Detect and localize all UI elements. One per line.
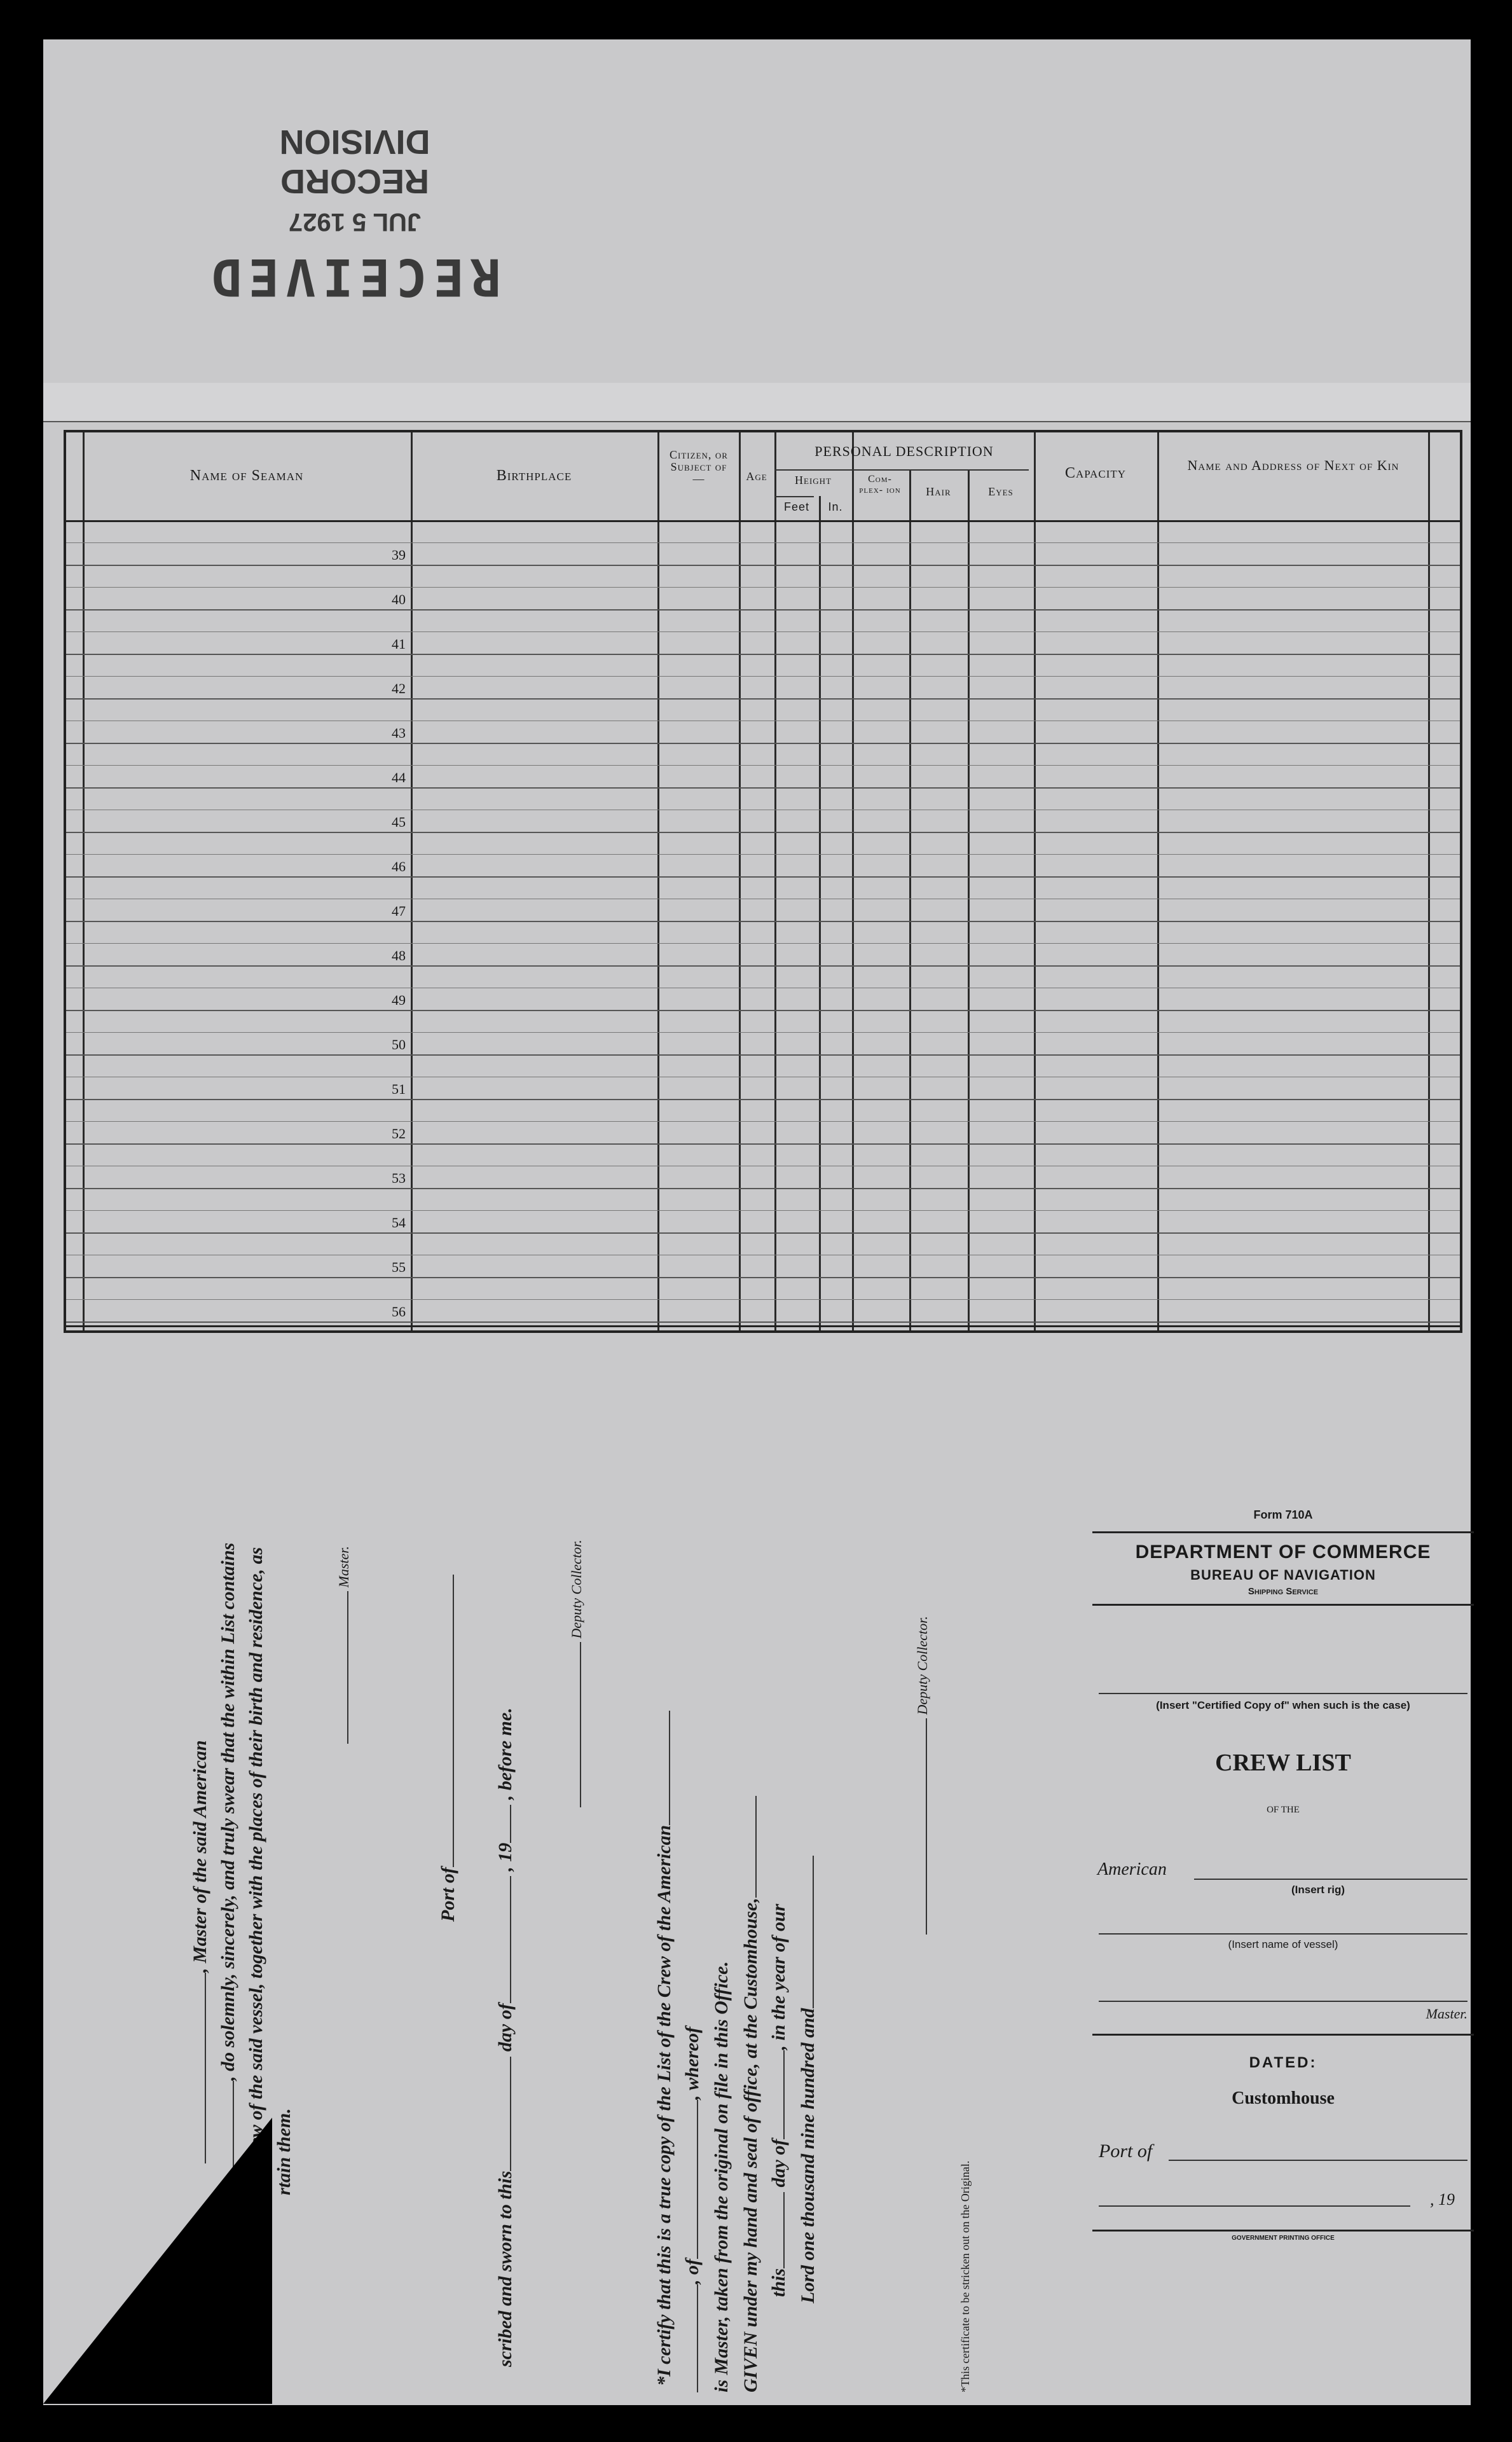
row-number: 46 — [392, 859, 406, 874]
certificate-footnote: *This certificate to be stricken out on the Original. — [959, 2160, 972, 2392]
table-row — [66, 1232, 1460, 1234]
row-number: 43 — [392, 725, 406, 741]
oath-section — [189, 1464, 1016, 2418]
department-title: DEPARTMENT OF COMMERCE — [1135, 1542, 1431, 1562]
master-caption: Master. — [1426, 2006, 1467, 2022]
table-row — [66, 921, 1460, 922]
american-label: American — [1097, 1859, 1167, 1879]
port-of-label: Port of — [1099, 2141, 1153, 2162]
row-number: 42 — [392, 680, 406, 696]
form-number: Form 710A — [1253, 1508, 1313, 1521]
oath-line-3: the Crew of the said vessel, together with the places of their birth and residence, as — [245, 1547, 266, 2195]
table-row — [66, 654, 1460, 655]
table-row — [66, 698, 1460, 700]
row-number: 56 — [392, 1304, 406, 1320]
customhouse-label: Customhouse — [1232, 2088, 1335, 2108]
header-feet: Feet — [783, 500, 810, 513]
header-personal-description: PERSONAL DESCRIPTION — [814, 443, 994, 459]
header-hair: Hair — [926, 485, 951, 498]
row-number: 44 — [392, 769, 406, 785]
header-age: Age — [746, 470, 767, 483]
dated-label: DATED: — [1249, 2054, 1317, 2071]
oath-line-2: , do solemnly, sincerely, and truly swear that the within List contains — [217, 1543, 239, 2195]
header-complexion: Com- plex- ion — [859, 474, 901, 495]
certificate-line-4: GIVEN under my hand and seal of office, at the Customhouse, — [740, 1796, 762, 2392]
row-number: 39 — [392, 547, 406, 563]
row-number: 47 — [392, 903, 406, 919]
row-number: 40 — [392, 591, 406, 607]
table-row — [66, 1143, 1460, 1145]
table-row — [66, 1099, 1460, 1100]
table-row — [66, 1054, 1460, 1056]
row-number: 50 — [392, 1037, 406, 1052]
oath-deputy-collector: Deputy Collector. — [568, 1540, 585, 1807]
shipping-service: Shipping Service — [1247, 1586, 1319, 1597]
table-row — [66, 609, 1460, 610]
table-row — [66, 1321, 1460, 1323]
row-number: 48 — [392, 948, 406, 963]
row-number: 52 — [392, 1126, 406, 1142]
row-number: 54 — [392, 1215, 406, 1231]
row-number: 45 — [392, 814, 406, 830]
certificate-line-1: *I certify that this is a true copy of the List of the Crew of the American — [654, 1711, 675, 2386]
bureau-title: BUREAU OF NAVIGATION — [1190, 1567, 1376, 1583]
crew-table — [64, 430, 1462, 1333]
certificate-deputy-collector: Deputy Collector. — [914, 1616, 931, 1935]
oath-subscribed: scribed and sworn to this day of , 19 , before me. — [495, 1707, 516, 2367]
certificate-line-2: , of, whereof — [682, 2027, 703, 2392]
received-stamp: RECEIVED JUL 5 1927 RECORD DIVISION — [205, 123, 501, 307]
insert-name-caption: (Insert name of vessel) — [1228, 1938, 1338, 1950]
oath-master-signature: Master. — [336, 1546, 352, 1744]
row-number: 49 — [392, 992, 406, 1008]
year-19: , 19 — [1430, 2190, 1455, 2209]
table-row — [66, 743, 1460, 744]
table-row — [66, 965, 1460, 967]
insert-certified-caption: (Insert "Certified Copy of" when such is the case) — [1156, 1699, 1410, 1711]
printer-imprint: GOVERNMENT PRINTING OFFICE — [1232, 2235, 1335, 2242]
document-page — [43, 39, 1471, 2405]
of-the: OF THE — [1267, 1805, 1300, 1815]
row-number: 53 — [392, 1170, 406, 1186]
oath-line-1: , Master of the said American — [189, 1740, 211, 2163]
torn-corner — [43, 2118, 272, 2404]
crew-list-title: CREW LIST — [1215, 1749, 1351, 1776]
table-row — [66, 565, 1460, 566]
header-eyes: Eyes — [988, 485, 1014, 498]
certificate-line-6: Lord one thousand nine hundred and — [797, 1856, 819, 2303]
header-next-of-kin: Name and Address of Next of Kin — [1187, 457, 1399, 473]
cover-panel — [1086, 1508, 1480, 2272]
table-row — [66, 1277, 1460, 1278]
table-row — [66, 876, 1460, 878]
row-number: 51 — [392, 1081, 406, 1097]
row-number: 41 — [392, 636, 406, 652]
header-name-of-seaman: Name of Seaman — [189, 467, 304, 484]
table-row — [66, 1010, 1460, 1011]
oath-line-4: rtain them. — [273, 2108, 294, 2195]
fold-strip — [43, 383, 1471, 422]
certificate-line-3: is Master, taken from the original on file in this Office. — [711, 1961, 732, 2392]
table-row — [66, 832, 1460, 833]
certificate-line-5: this day of, in the year of our — [768, 1903, 789, 2297]
row-number: 55 — [392, 1259, 406, 1275]
header-in: In. — [828, 500, 843, 513]
header-capacity: Capacity — [1064, 465, 1127, 481]
oath-port-of: Port of — [437, 1575, 459, 1922]
header-height: Height — [795, 474, 832, 486]
insert-rig-caption: (Insert rig) — [1291, 1884, 1345, 1896]
header-citizen: Citizen, or Subject of— — [670, 448, 728, 485]
table-row — [66, 1188, 1460, 1189]
table-row — [66, 787, 1460, 789]
header-birthplace: Birthplace — [496, 467, 572, 484]
